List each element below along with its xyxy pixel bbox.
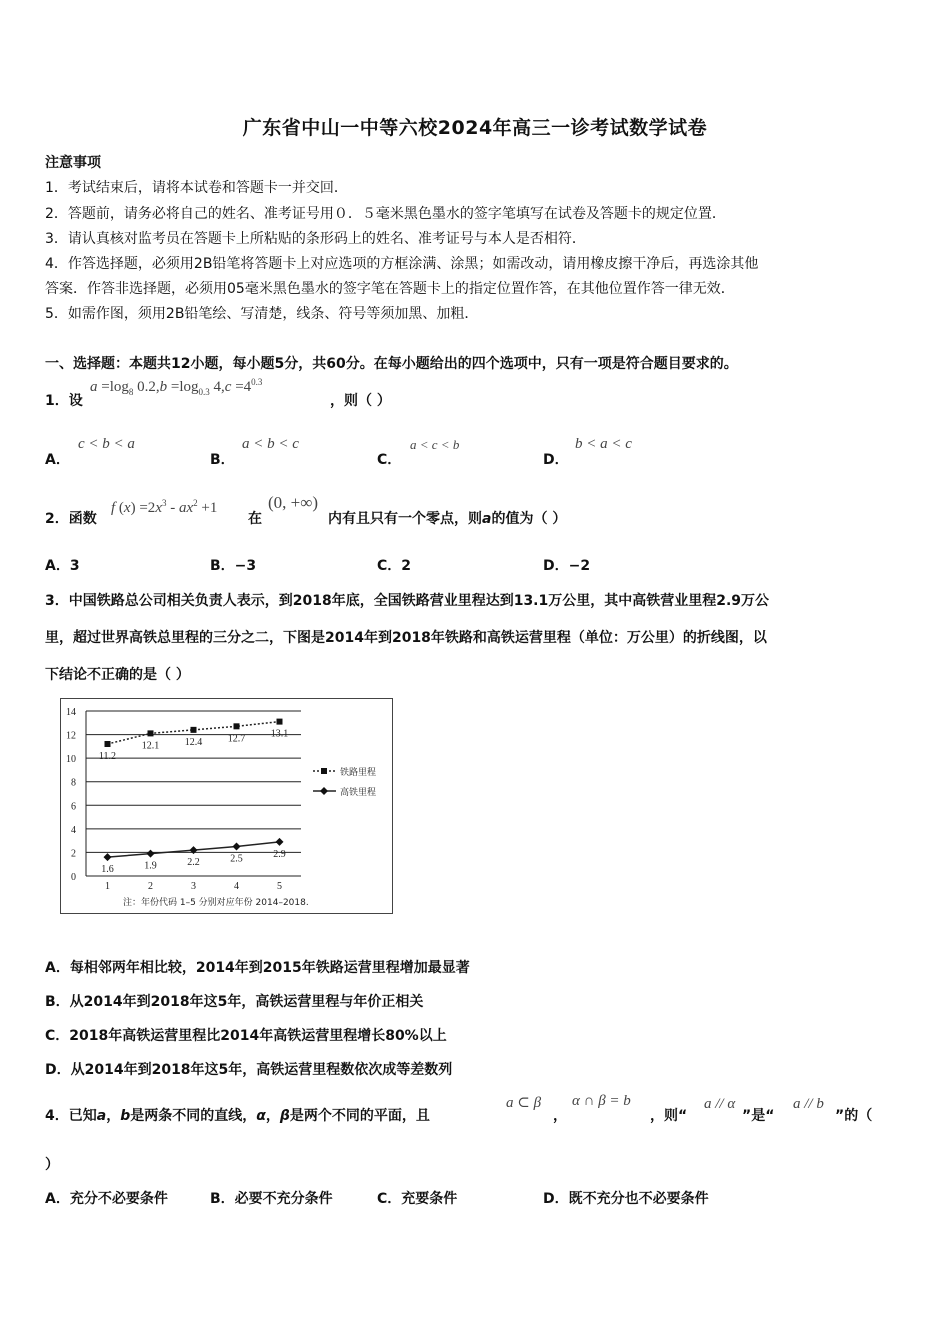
q3-stem-line: 下结论不正确的是（ ） [45, 667, 190, 683]
data-point-highspeed [276, 838, 284, 846]
notice-item: 4．作答选择题，必须用2B铅笔将答题卡上对应选项的方框涂满、涂黑；如需改动，请用橡皮擦干净后，再选涂其他 [45, 256, 759, 272]
q1-option-a-label: A． [45, 452, 70, 468]
q2-suffix2: 的值为（ ） [491, 511, 567, 527]
legend-marker-highspeed [320, 787, 328, 795]
data-point-railway [191, 727, 197, 733]
data-label-railway: 11.2 [98, 751, 117, 762]
q2-var: a [482, 511, 492, 527]
y-tick-label: 0 [71, 872, 76, 883]
q4-text: 是两个不同的平面，且 [289, 1108, 430, 1124]
y-tick-label: 8 [71, 777, 76, 789]
q4-sep: ， [106, 1108, 121, 1124]
q2-formula: f $(x) =2x^3 - ax^2 +1$ [111, 498, 218, 516]
q4-text: ”是“ [742, 1108, 775, 1124]
q4-cond1: a ⊂ β [506, 1095, 542, 1111]
y-tick-label: 10 [66, 754, 76, 766]
q4-sep: ， [553, 1108, 567, 1124]
q1-suffix: ，则（ ） [330, 393, 391, 409]
x-tick-label: 4 [234, 881, 239, 892]
q4-var-alpha: α [256, 1108, 266, 1124]
q4-var-a: a [96, 1108, 107, 1124]
q1-option-c: a < c < b [410, 437, 460, 452]
notice-item: 5．如需作图，须用2B铅笔绘、写清楚，线条、符号等须加黑、加粗． [45, 306, 479, 322]
q3-option-d: D．从2014年到2018年这5年，高铁运营里程数依次成等差数列 [45, 1062, 453, 1078]
q3-option-c: C．2018年高铁运营里程比2014年高铁运营里程增长80%以上 [45, 1028, 447, 1044]
q1-option-b-label: B． [210, 452, 235, 468]
q1-option-c-label: C． [377, 452, 402, 468]
notice-item: 3．请认真核对监考员在答题卡上所粘贴的条形码上的姓名、准考证号与本人是否相符． [45, 231, 586, 247]
data-point-railway [277, 719, 283, 725]
q4-cond2: α ∩ β = b [572, 1093, 631, 1109]
section-heading: 一、选择题：本题共12小题，每小题5分，共60分。在每小题给出的四个选项中，只有一项是符合题目要求的。 [45, 356, 738, 372]
data-label-railway: 12.4 [184, 736, 203, 748]
data-label-highspeed: 1.6 [101, 864, 114, 876]
q4-cond4: a // b [793, 1096, 824, 1112]
y-tick-label: 14 [66, 707, 76, 718]
data-label-highspeed: 2.5 [230, 853, 243, 865]
q3-option-a: A．每相邻两年相比较，2014年到2015年铁路运营里程增加最显著 [45, 960, 470, 976]
q2-option-d: D．−2 [543, 558, 591, 574]
notice-item: 1．考试结束后，请将本试卷和答题卡一并交回． [45, 180, 348, 196]
q1-option-b: a < b < c [242, 436, 299, 452]
y-tick-label: 12 [66, 730, 76, 742]
q4-close: ） [45, 1157, 59, 1173]
legend-label-railway: 铁路里程 [340, 768, 377, 778]
q3-option-b: B．从2014年到2018年这5年，高铁运营里程与年价正相关 [45, 994, 424, 1010]
q2-option-a: A．3 [45, 558, 80, 574]
q4-text: 是两条不同的直线， [130, 1108, 257, 1124]
data-point-railway [105, 741, 111, 747]
railway-line-chart [60, 698, 393, 914]
y-tick-label: 4 [71, 824, 76, 836]
notice-item: 答案．作答非选择题，必须用05毫米黑色墨水的签字笔在答题卡上的指定位置作答，在其他位置作答一律无效． [45, 281, 735, 297]
data-label-railway: 13.1 [270, 728, 289, 740]
q2-option-c: C．2 [377, 558, 412, 574]
legend-marker-railway [321, 768, 327, 774]
q1-option-d: b < a < c [575, 436, 632, 452]
q4-option-a: A．充分不必要条件 [45, 1191, 168, 1207]
notice-item: 2．答题前，请务必将自己的姓名、准考证号用０．５毫米黑色墨水的签字笔填写在试卷及答题卡的规定位置． [45, 206, 726, 222]
x-tick-label: 1 [105, 881, 110, 892]
q4-prefix: 4．已知 [45, 1108, 97, 1124]
q1-option-d-label: D． [543, 452, 569, 468]
q2-suffix: 内有且只有一个零点，则 [328, 511, 482, 527]
chart-canvas [61, 699, 392, 913]
q3-stem-line: 里，超过世界高铁总里程的三分之二，下图是2014年到2018年铁路和高铁运营里程（单位：万公里）的折线图，以 [45, 630, 767, 646]
data-point-highspeed [104, 853, 112, 861]
q4-option-d: D．既不充分也不必要条件 [543, 1191, 709, 1207]
q2-suffix-line [328, 508, 566, 528]
data-label-railway: 12.1 [141, 740, 160, 752]
q4-sep: ， [265, 1108, 280, 1124]
data-point-railway [234, 723, 240, 729]
chart-note: 注：年份代码 1–5 分别对应年份 2014–2018. [123, 898, 309, 908]
data-point-highspeed [233, 843, 241, 851]
page-title: 广东省中山一中等六校2024年高三一诊考试数学试卷 [242, 117, 708, 139]
q2-interval: (0, +∞) [268, 493, 319, 512]
data-label-highspeed: 2.9 [273, 848, 286, 860]
q1-formula: $a =\log_8$ $0.2,b =\log_{0.3}$ $4,c =4^{0.3}$ [90, 377, 263, 397]
x-tick-label: 2 [148, 881, 153, 892]
x-tick-label: 5 [277, 881, 282, 892]
y-tick-label: 6 [71, 801, 76, 813]
q4-var-b: b [120, 1108, 131, 1124]
notice-heading: 注意事项 [45, 155, 101, 171]
data-label-highspeed: 2.2 [187, 857, 200, 869]
data-label-railway: 12.7 [227, 733, 246, 745]
q4-option-c: C．充要条件 [377, 1191, 458, 1207]
y-tick-label: 2 [71, 848, 76, 860]
q1-prefix: 1．设 [45, 393, 83, 409]
q2-prefix: 2．函数 [45, 511, 97, 527]
q4-option-b: B．必要不充分条件 [210, 1191, 333, 1207]
q4-var-beta: β [279, 1108, 290, 1124]
q4-cond3: a // α [704, 1096, 736, 1112]
q2-mid: 在 [248, 511, 262, 527]
q4-text: ，则“ [650, 1108, 688, 1124]
data-point-highspeed [147, 850, 155, 858]
data-label-highspeed: 1.9 [144, 860, 157, 872]
data-point-railway [148, 730, 154, 736]
q3-stem-line: 3．中国铁路总公司相关负责人表示，到2018年底，全国铁路营业里程达到13.1万公里，其中高铁营业里程2.9万公 [45, 593, 770, 609]
q2-option-b: B．−3 [210, 558, 257, 574]
q4-stem [45, 1105, 430, 1125]
legend-label-highspeed: 高铁里程 [340, 788, 377, 798]
x-tick-label: 3 [191, 881, 196, 892]
q1-option-a: c < b < a [78, 436, 135, 452]
q4-text: ”的（ [835, 1108, 873, 1124]
